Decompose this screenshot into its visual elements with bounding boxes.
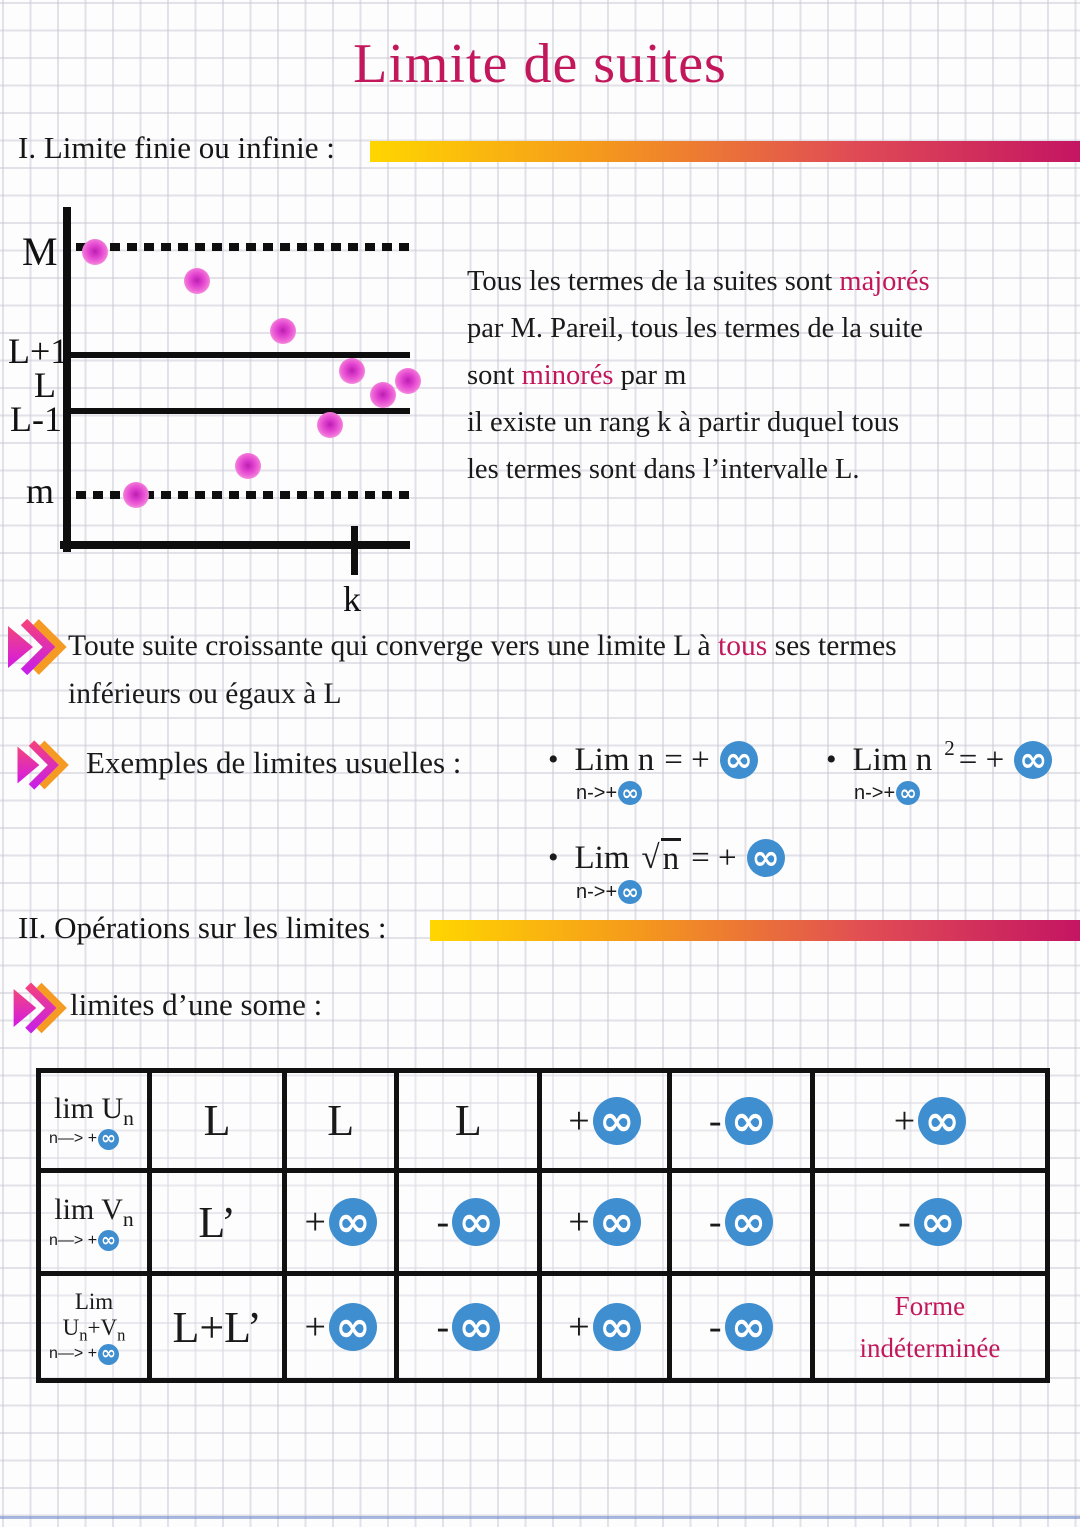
limit-example-n: • Lim n = + ∞ n->+ ∞ [548, 741, 758, 805]
limit-example-n-squared: • Lim n $^2$ = + ∞ n->+ ∞ [826, 741, 1052, 805]
paragraph-line: il existe un rang k à partir duquel tous [467, 407, 900, 438]
graph-label-l-minus-1: L-1 [10, 399, 62, 439]
highlight-minores: minorés [521, 360, 614, 391]
radical-sign: √ [641, 839, 660, 876]
infinity-cell: - ∞ [397, 1274, 540, 1381]
infinity-icon: ∞ [98, 1344, 119, 1365]
infinity-cell: - ∞ [397, 1171, 540, 1274]
section1-heading: I. Limite finie ou infinie : [18, 130, 335, 165]
paragraph-line: par M. Pareil, tous les termes de la suite [467, 313, 923, 344]
bullet-dot: • [826, 743, 837, 776]
sequence-point [370, 382, 396, 408]
sequence-point [270, 318, 296, 344]
infinity-icon: ∞ [918, 1097, 966, 1145]
chevron-bullet-icon [10, 978, 68, 1038]
infinity-cell: + ∞ [285, 1171, 397, 1274]
sequence-point [395, 368, 421, 394]
graph-k-tick [351, 526, 358, 575]
infinity-cell: + ∞ [540, 1171, 669, 1274]
limit-subscript: n->+ ∞ [576, 781, 758, 805]
infinity-icon: ∞ [725, 1097, 773, 1145]
infinity-cell: - ∞ [669, 1274, 812, 1381]
table-row [39, 1071, 1048, 1171]
converging-sequence-note: Toute suite croissante qui converge vers une limite L à tous ses termes inférieurs ou égaux à L [68, 630, 897, 710]
infinity-icon: ∞ [914, 1198, 962, 1246]
limit-subscript: n->+ ∞ [854, 781, 1052, 805]
paragraph-line: Tous les termes de la suites sont majorés [467, 266, 930, 297]
graph-label-m: m [26, 471, 55, 511]
bounds-paragraph [467, 258, 1072, 493]
graph-y-axis [63, 207, 71, 552]
row-header-cell: Lim $U_n+V_n$ n—> + ∞ [39, 1274, 150, 1381]
highlight-majores: majorés [839, 266, 930, 297]
section2-heading: II. Opérations sur les limites : [18, 910, 387, 945]
graph-label-M: M [22, 229, 58, 274]
infinity-icon: ∞ [593, 1097, 641, 1145]
graph-upper-bound-line [76, 243, 412, 251]
chevron-bullet-icon [14, 736, 70, 794]
bullet-dot: • [548, 841, 559, 874]
infinity-cell: + ∞ [812, 1071, 1047, 1171]
infinity-icon: ∞ [98, 1230, 119, 1251]
infinity-icon: ∞ [452, 1198, 500, 1246]
infinity-icon: ∞ [452, 1303, 500, 1351]
limit-subscript: n->+ ∞ [576, 880, 785, 904]
limits-table-body [39, 1071, 1048, 1381]
row-header-cell: $\lim U_n$ n—> + ∞ [39, 1071, 150, 1171]
infinity-icon: ∞ [725, 1198, 773, 1246]
graph-l-minus-line [67, 408, 410, 414]
graph-label-l-plus-1: L+1 [8, 331, 69, 371]
infinity-icon: ∞ [593, 1303, 641, 1351]
infinity-icon: ∞ [98, 1129, 119, 1150]
graph-label-L: L [34, 365, 56, 405]
infinity-cell: - ∞ [812, 1171, 1047, 1274]
highlight-tous: tous [718, 630, 768, 662]
infinity-icon: ∞ [618, 880, 642, 904]
infinity-icon: ∞ [593, 1198, 641, 1246]
infinity-icon: ∞ [747, 839, 785, 877]
infinity-icon: ∞ [329, 1303, 377, 1351]
paragraph-line: les termes sont dans l’intervalle L. [467, 454, 860, 485]
table-row [39, 1171, 1048, 1274]
sequence-point [82, 239, 108, 265]
limit-value-cell: L [397, 1071, 540, 1171]
infinity-icon: ∞ [618, 781, 642, 805]
limit-value-cell: L+L’ [149, 1274, 284, 1381]
limit-example-sqrt-n: • Lim √ n = + ∞ n->+ ∞ [548, 838, 785, 904]
usual-limits-label: Exemples de limites usuelles : [86, 745, 462, 780]
infinity-cell: - ∞ [669, 1171, 812, 1274]
infinity-icon: ∞ [720, 741, 758, 779]
section2-divider-bar [430, 920, 1080, 941]
sequence-point [184, 268, 210, 294]
graph-l-plus-line [67, 352, 410, 358]
infinity-cell: + ∞ [540, 1071, 669, 1171]
infinity-cell: + ∞ [285, 1274, 397, 1381]
infinity-icon: ∞ [896, 781, 920, 805]
limit-value-cell: L’ [149, 1171, 284, 1274]
page-title: Limite de suites [353, 33, 727, 95]
graph-label-k: k [343, 579, 361, 619]
table-row [39, 1274, 1048, 1381]
infinity-icon: ∞ [329, 1198, 377, 1246]
sum-limits-label: limites d’une some : [70, 987, 323, 1022]
paragraph-line: sont minorés par m [467, 360, 687, 391]
row-header-cell: $\lim V_n$ n—> + ∞ [39, 1171, 150, 1274]
infinity-cell: - ∞ [669, 1071, 812, 1171]
sequence-point [123, 482, 149, 508]
forme-indeterminee-cell: Forme indéterminée [812, 1274, 1047, 1381]
limit-value-cell: L [149, 1071, 284, 1171]
infinity-icon: ∞ [725, 1303, 773, 1351]
bullet-dot: • [548, 743, 559, 776]
sequence-point [235, 453, 261, 479]
limit-value-cell: L [285, 1071, 397, 1171]
infinity-icon: ∞ [1014, 741, 1052, 779]
infinity-cell: + ∞ [540, 1274, 669, 1381]
chevron-bullet-icon [4, 616, 68, 678]
sequence-point [317, 412, 343, 438]
sum-limits-table [36, 1068, 1050, 1383]
section1-divider-bar [370, 141, 1080, 162]
sequence-point [339, 358, 365, 384]
bottom-rule [0, 1516, 1080, 1519]
